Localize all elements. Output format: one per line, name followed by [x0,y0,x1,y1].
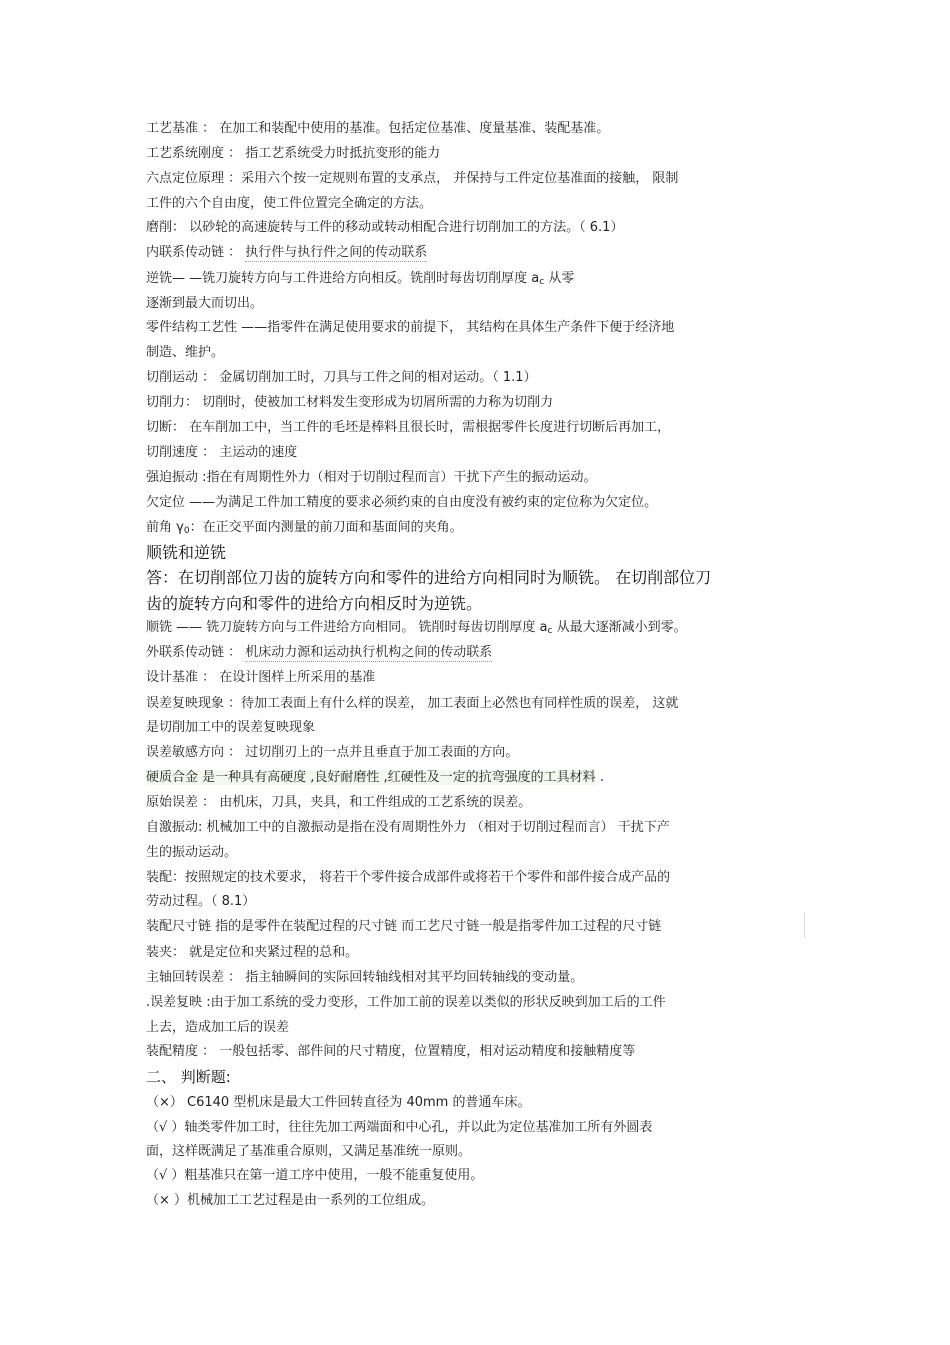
judgement-item-3: （√ ）粗基准只在第一道工序中使用，一般不能重复使用。 [146,1168,484,1183]
definition-cemented-carbide [146,770,604,786]
definition-assembly-accuracy: 装配精度 ： 一般包括零、部件间的尺寸精度，位置精度，相对运动精度和接触精度等 [146,1044,636,1059]
term-text-end: 从最大逐渐减小到零。 [556,620,687,635]
term-text-end: 从零 [548,271,575,286]
definition-process-datum: 工艺基准 ： 在加工和装配中使用的基准。包括定位基准、度量基准、装配基准。 [146,121,610,136]
answer-milling-cont: 齿的旋转方向和零件的进给方向相反时为逆铣。 [146,594,483,613]
definition-structural-manufacturability: 零件结构工艺性 ——指零件在满足使用要求的前提下， 其结构在具体生产条件下便于经济地 [146,320,675,335]
definition-internal-drive-chain [146,245,427,261]
definition-cutting-force: 切削力： 切削时，使被加工材料发生变形成为切屑所需的力称为切削力 [146,395,554,410]
definition-structural-manufacturability-cont: 制造、维护。 [146,345,225,360]
definition-error-reflection-cont: 上去，造成加工后的误差 [146,1020,290,1035]
term-text: 前角 γ [146,520,184,535]
term-label: 外联系传动链 ： [146,645,242,660]
definition-error-sensitive-direction: 误差敏感方向 ： 过切削刃上的一点并且垂直于加工表面的方向。 [146,745,519,760]
term-text: 顺铣 —— 铣刀旋转方向与工件进给方向相同。 铣削时每齿切削厚度 a [146,620,548,635]
definition-self-excited-vibration: 自激振动: 机械加工中的自激振动是指在没有周期性外力 （相对于切削过程而言） 干扰下产 [146,820,670,835]
definition-rake-angle [146,520,463,539]
judgement-item-4: （× ）机械加工工艺过程是由一系列的工位组成。 [146,1193,435,1208]
definition-forced-vibration: 强迫振动 :指在有周期性外力（相对于切削过程而言）干扰下产生的振动运动。 [146,470,597,485]
term-text: 逆铣— —铣刀旋转方向与工件进给方向相反。铣削时每齿切削厚度 a [146,271,540,286]
definition-spindle-rotation-error: 主轴回转误差 ： 指主轴瞬间的实际回转轴线相对其平均回转轴线的变动量。 [146,970,584,985]
term-text-end: ：在正交平面内测量的前刀面和基面间的夹角。 [189,520,463,535]
subscript: c [547,626,553,636]
definition-six-point-principle: 六点定位原理 ：采用六个按一定规则布置的支承点， 并保持与工件定位基准面的接触， 限制 [146,171,679,186]
definition-self-excited-vibration-cont: 生的振动运动。 [146,845,238,860]
definition-error-replication: 误差复映现象 ：待加工表面上有什么样的误差， 加工表面上必然也有同样性质的误差， 这就 [146,696,679,711]
margin-divider [804,912,805,938]
definition-cutting-speed: 切削速度 ： 主运动的速度 [146,445,298,460]
definition-cutting-motion: 切削运动 ： 金属切削加工时，刀具与工件之间的相对运动。（ 1.1） [146,370,537,385]
definition-parting-off: 切断： 在车削加工中，当工件的毛坯是棒料且很长时，需根据零件长度进行切断后再加工， [146,420,671,435]
term-label: 内联系传动链 ： [146,245,242,260]
definition-assembly: 装配：按照规定的技术要求， 将若干个零件接合成部件或将若干个零件和部件接合成产品的 [146,870,671,885]
definition-original-error: 原始误差 ： 由机床，刀具，夹具，和工件组成的工艺系统的误差。 [146,795,532,810]
definition-up-milling [146,271,574,290]
definition-under-positioning: 欠定位 ——为满足工件加工精度的要求必须约束的自由度没有被约束的定位称为欠定位。 [146,495,658,510]
judgement-item-2-cont: 面，这样既满足了基准重合原则，又满足基准统一原则。 [146,1144,472,1159]
definition-error-reflection: .误差复映 :由于加工系统的受力变形，工件加工前的误差以类似的形状反映到加工后的工件 [146,995,666,1010]
definition-external-drive-chain [146,645,492,661]
section-heading-true-false: 二、 判断题: [146,1068,231,1086]
definition-assembly-dimension-chain: 装配尺寸链 指的是零件在装配过程的尺寸链 而工艺尺寸链一般是指零件加工过程的尺寸链 [146,919,662,934]
judgement-item-2: （√ ）轴类零件加工时，往往先加工两端面和中心孔，并以此为定位基准加工所有外圆表 [146,1120,653,1135]
definition-design-datum: 设计基准 ： 在设计图样上所采用的基准 [146,670,376,685]
definition-assembly-cont: 劳动过程。（ 8.1） [146,894,256,909]
definition-down-milling [146,620,687,639]
definition-clamping: 装夹： 就是定位和夹紧过程的总和。 [146,945,359,960]
term-text: 硬质合金 是一种具有高硬度 ,良好耐磨性 ,红硬性及一定的抗弯强度的工具材料 [146,770,596,785]
definition-grinding: 磨削： 以砂轮的高速旋转与工件的移动或转动相配合进行切削加工的方法。（ 6.1） [146,220,624,235]
definition-system-stiffness: 工艺系统刚度 ： 指工艺系统受力时抵抗变形的能力 [146,146,441,161]
term-text: 执行件与执行件之间的传动联系 [245,245,428,260]
section-heading-milling: 顺铣和逆铣 [146,543,227,562]
definition-error-replication-cont: 是切削加工中的误差复映现象 [146,720,316,735]
definition-up-milling-cont: 逐渐到最大而切出。 [146,296,264,311]
term-text: 机床动力源和运动执行机构之间的传动联系 [245,645,493,660]
subscript: 0 [183,526,190,536]
subscript: c [539,277,545,287]
judgement-item-1: （×） C6140 型机床是最大工件回转直径为 40mm 的普通车床。 [146,1095,531,1110]
term-text-end: . [599,770,604,785]
definition-six-point-principle-cont: 工件的六个自由度，使工件位置完全确定的方法。 [146,196,433,211]
answer-milling: 答：在切削部位刀齿的旋转方向和零件的进给方向相同时为顺铣。 在切削部位刀 [146,568,712,587]
